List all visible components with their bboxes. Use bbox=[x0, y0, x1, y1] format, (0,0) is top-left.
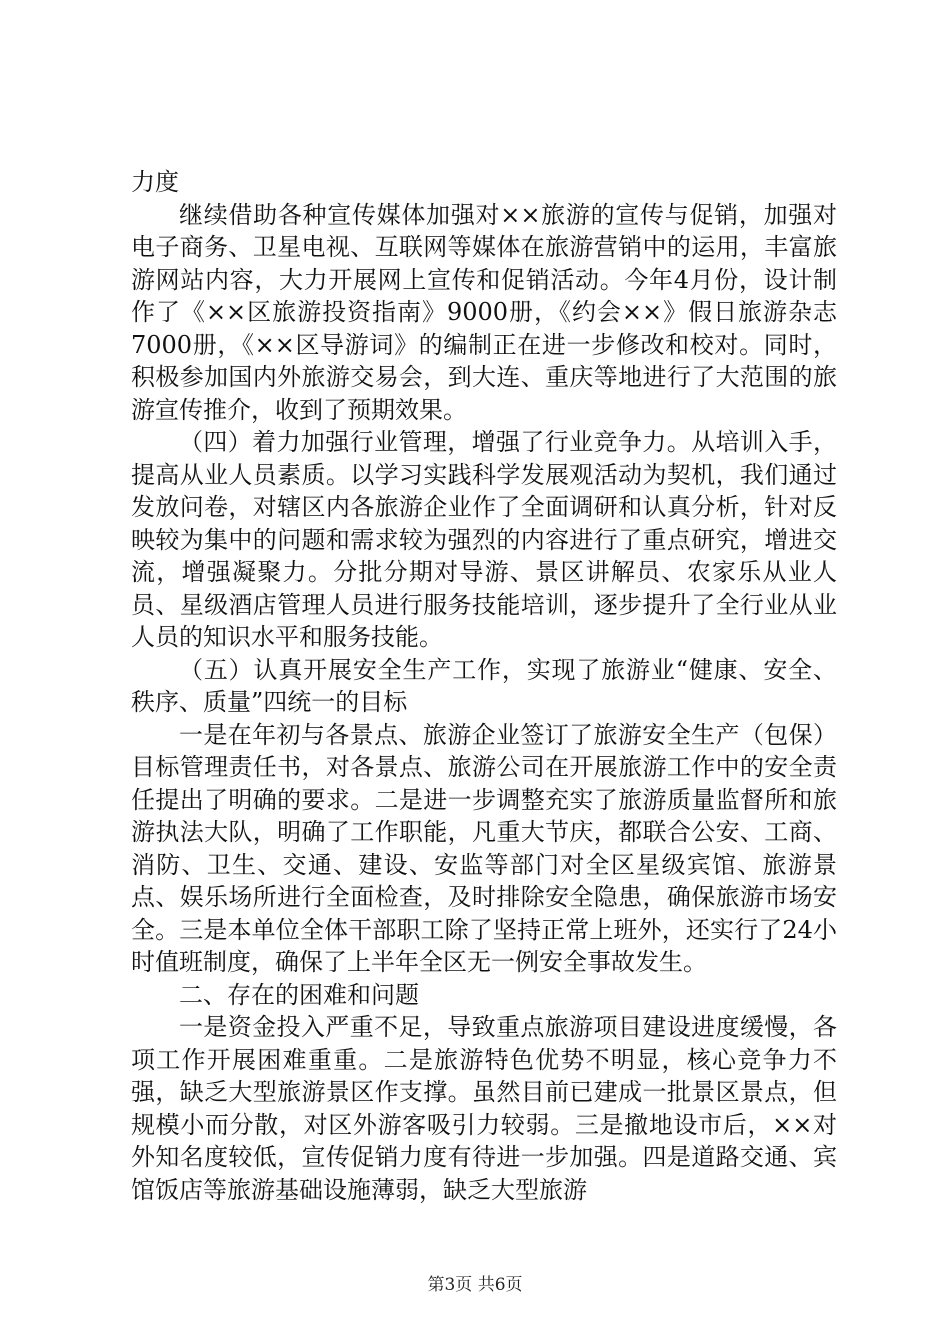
section-heading-problems: 二、存在的困难和问题 bbox=[179, 980, 419, 1009]
document-body bbox=[131, 166, 837, 1206]
page-number-footer: 第3页 共6页 bbox=[427, 1275, 523, 1295]
paragraph-problems: 一是资金投入严重不足，导致重点旅游项目建设进度缓慢，各项工作开展困难重重。二是旅游特色优势不明显，核心竞争力不强，缺乏大型旅游景区作支撑。虽然目前已建成一批景区景点，但规模小而分散，对区外游客吸引力较弱。三是撤地设市后，××对外知名度较低，宣传促销力度有待进一步加强。四是道路交通、宾馆饭店等旅游基础设施薄弱，缺乏大型旅游 bbox=[131, 1013, 837, 1204]
paragraph-safety-heading: （五）认真开展安全生产工作，实现了旅游业“健康、安全、秩序、质量”四统一的目标 bbox=[131, 655, 837, 716]
paragraph-industry-management: （四）着力加强行业管理，增强了行业竞争力。从培训入手，提高从业人员素质。以学习实践科学发展观活动为契机，我们通过发放问卷，对辖区内各旅游企业作了全面调研和认真分析，针对反映较为集中的问题和需求较为强烈的内容进行了重点研究，增进交流，增强凝聚力。分批分期对导游、景区讲解员、农家乐从业人员、星级酒店管理人员进行服务技能培训，逐步提升了全行业从业人员的知识水平和服务技能。 bbox=[131, 428, 837, 651]
paragraph-continuation: 力度 bbox=[131, 168, 179, 196]
paragraph-promotion: 继续借助各种宣传媒体加强对××旅游的宣传与促销，加强对电子商务、卫星电视、互联网等媒体在旅游营销中的运用，丰富旅游网站内容，大力开展网上宣传和促销活动。今年4月份，设计制作了《××区旅游投资指南》9000册，《约会××》假日旅游杂志7000册，《××区导游词》的编制正在进一步修改和校对。同时，积极参加国内外旅游交易会，到大连、重庆等地进行了大范围的旅游宣传推介，收到了预期效果。 bbox=[131, 200, 837, 424]
paragraph-safety-details: 一是在年初与各景点、旅游企业签订了旅游安全生产（包保）目标管理责任书，对各景点、旅游公司在开展旅游工作中的安全责任提出了明确的要求。二是进一步调整充实了旅游质量监督所和旅游执法大队，明确了工作职能，凡重大节庆，都联合公安、工商、消防、卫生、交通、建设、安监等部门对全区星级宾馆、旅游景点、娱乐场所进行全面检查，及时排除安全隐患，确保旅游市场安全。三是本单位全体干部职工除了坚持正常上班外，还实行了24小时值班制度，确保了上半年全区无一例安全事故发生。 bbox=[131, 720, 837, 976]
